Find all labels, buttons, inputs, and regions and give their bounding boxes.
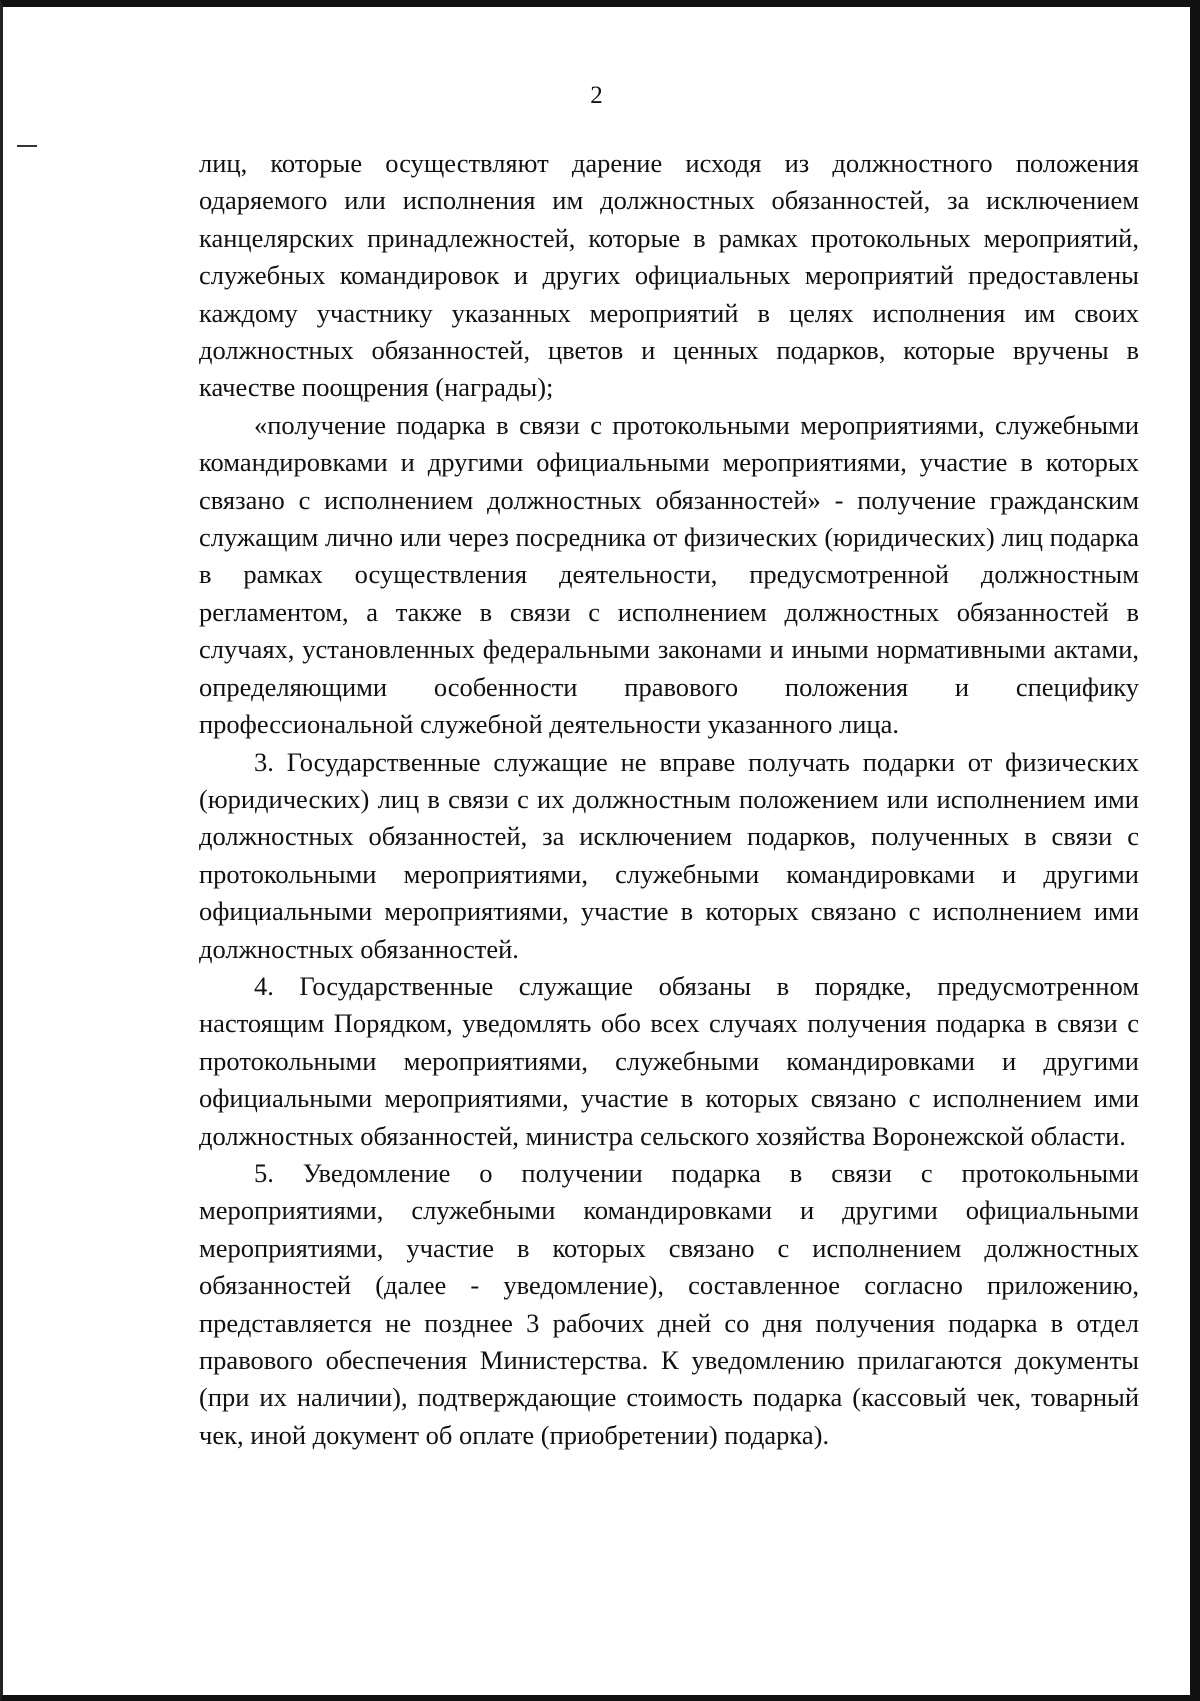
paragraph-continuation: лиц, которые осуществляют дарение исходя из должностного положения одаряемого или исполнения им должностных обязанностей, за исключением канцелярских принадлежностей, которые в рамках протокольных мероприятий, служебных командировок и других официальных мероприятий предоставлены каждому участнику указанных мероприятий в целях исполнения им своих должностных обязанностей, цветов и ценных подарков, которые вручены в качестве поощрения (награды); bbox=[199, 148, 1139, 403]
document-body bbox=[199, 145, 1139, 1454]
paragraph-definition: «получение подарка в связи с протокольными мероприятиями, служебными командировками и другими официальными мероприятиями, участие в которых связано с исполнением должностных обязанностей» - получение гражданским служащим лично или через посредника от физических (юридических) лиц подарка в рамках осуществления деятельности, предусмотренной должностным регламентом, а также в связи с исполнением должностных обязанностей в случаях, установленных федеральными законами и иными нормативными актами, определяющими особенности правового положения и специфику профессиональной служебной деятельности указанного лица. bbox=[199, 409, 1139, 740]
paragraph-item-5: 5. Уведомление о получении подарка в связи с протокольными мероприятиями, служебными командировками и другими официальными мероприятиями, участие в которых связано с исполнением должностных обязанностей (далее - уведомление), составленное согласно приложению, представляется не позднее 3 рабочих дней со дня получения подарка в отдел правового обеспечения Министерства. К уведомлению прилагаются документы (при их наличии), подтверждающие стоимость подарка (кассовый чек, товарный чек, иной документ об оплате (приобретении) подарка). bbox=[199, 1157, 1139, 1450]
paragraph-item-4: 4. Государственные служащие обязаны в порядке, предусмотренном настоящим Порядком, уведомлять обо всех случаях получения подарка в связи с протокольными мероприятиями, служебными командировками и другими официальными мероприятиями, участие в которых связано с исполнением ими должностных обязанностей, министра сельского хозяйства Воронежской области. bbox=[199, 970, 1139, 1151]
page-number: 2 bbox=[590, 82, 603, 109]
paragraph-item-3: 3. Государственные служащие не вправе получать подарки от физических (юридических) лиц в связи с их должностным положением или исполнением ими должностных обязанностей, за исключением подарков, полученных в связи с протокольными мероприятиями, служебными командировками и другими официальными мероприятиями, участие в которых связано с исполнением ими должностных обязанностей. bbox=[199, 746, 1139, 964]
margin-mark bbox=[17, 145, 37, 147]
